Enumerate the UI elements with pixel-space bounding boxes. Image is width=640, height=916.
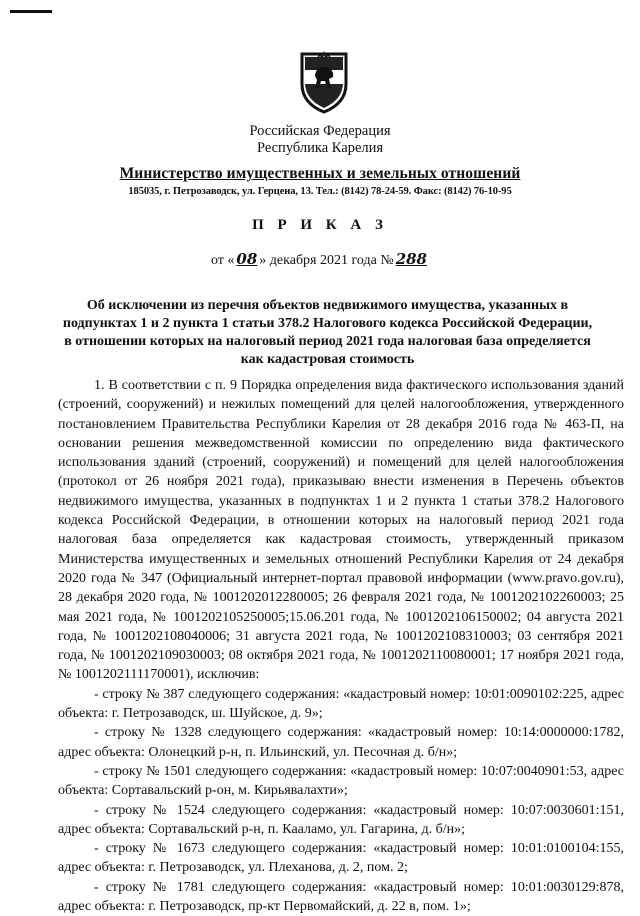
paragraph-1: 1. В соответствии с п. 9 Порядка определения вида фактического использования зданий (строений, сооружений) и нежилых помещений для целей налогообложения, утвержденного постановлением Правительства Республики Карелия от 28 декабря 2016 года № 463-П, на основании решения межведомственной комиссии по определению вида фактического использования зданий (строений, сооружений) и помещений для целей налогообложения (протокол от 26 ноября 2021 года), приказываю внести изменения в Перечень объектов недвижимого имущества, указанных в подпунктах 1 и 2 пункта 1 статьи 378.2 Налогового кодекса Российской Федерации, в отношении которых на налоговый период 2021 года налоговая база определяется как кадастровая стоимость, утвержденный приказом Министерства имущественных и земельных отношений Республики Карелия от 24 декабря 2020 года № 347 (Официальный интернет-портал правовой информации (www.pravo.gov.ru), 28 декабря 2020 года, № 1001202012280005; 26 февраля 2021 года, № 1001202102260003; 25 мая 2021 года, № 1001202105250005;15.06.201 года, № 1001202106150002; 04 августа 2021 года, № 1001202108040006; 31 августа 2021 года, № 1001202108310003; 03 сентября 2021 года, № 1001202109030003; 08 октября 2021 года, № 1001202110080001; 17 ноября 2021 года, № 1001202111170001), исключив: [58, 378, 624, 683]
exclusion-item: - строку № 1524 следующего содержания: «кадастровый номер: 10:07:0030601:151, адрес объекта: Сортавальский р-н, п. Кааламо, ул. Гагарина, д. б/н»; [58, 802, 624, 837]
exclusion-item: - строку № 1673 следующего содержания: «кадастровый номер: 10:01:0100104:155, адрес объекта: г. Петрозаводск, ул. Плеханова, д. 2, пом. 2; [58, 841, 624, 876]
order-body [58, 376, 624, 916]
ministry-name: Министерство имущественных и земельных отношений [119, 165, 521, 182]
order-date-line [0, 250, 640, 269]
exclusion-item: - строку № 1781 следующего содержания: «кадастровый номер: 10:01:0030129:878, адрес объекта: г. Петрозаводск, пр-кт Первомайский, д. 22 в, пом. 1»; [58, 879, 624, 915]
country-name: Российская Федерация [249, 123, 391, 139]
order-day: 08 [236, 250, 258, 268]
coat-of-arms-icon [298, 50, 350, 114]
exclusion-item: - строку № 1501 следующего содержания: «кадастровый номер: 10:07:0040901:53, адрес объекта: Сортавальский р-он, м. Кирьявалахти»; [58, 763, 624, 799]
ministry-address: 185035, г. Петрозаводск, ул. Герцена, 13. Тел.: (8142) 78-24-59. Факс: (8142) 76-10-95 [128, 186, 512, 197]
order-number: 288 [395, 250, 427, 268]
exclusion-item: - строку № 387 следующего содержания: «кадастровый номер: 10:01:0090102:225, адрес объекта: г. Петрозаводск, ш. Шуйское, д. 9»; [58, 686, 624, 722]
corner-mark [10, 10, 52, 13]
date-prefix: от « [210, 253, 235, 268]
republic-name: Республика Карелия [256, 140, 384, 156]
exclusion-item: - строку № 1328 следующего содержания: «кадастровый номер: 10:14:0000000:1782, адрес объекта: Олонецкий р-н, п. Ильинский, ул. Песочная д. б/н»; [58, 725, 624, 760]
order-subject: Об исключении из перечня объектов недвижимого имущества, указанных в подпунктах 1 и 2 пункта 1 статьи 378.2 Налогового кодекса Российской Федерации, в отношении которых на налоговый период 2021 года налоговая база определяется как кадастровая стоимость [62, 298, 593, 367]
date-middle: » декабря 2021 года № [259, 253, 394, 268]
document-type-title: П Р И К А З [252, 217, 388, 233]
